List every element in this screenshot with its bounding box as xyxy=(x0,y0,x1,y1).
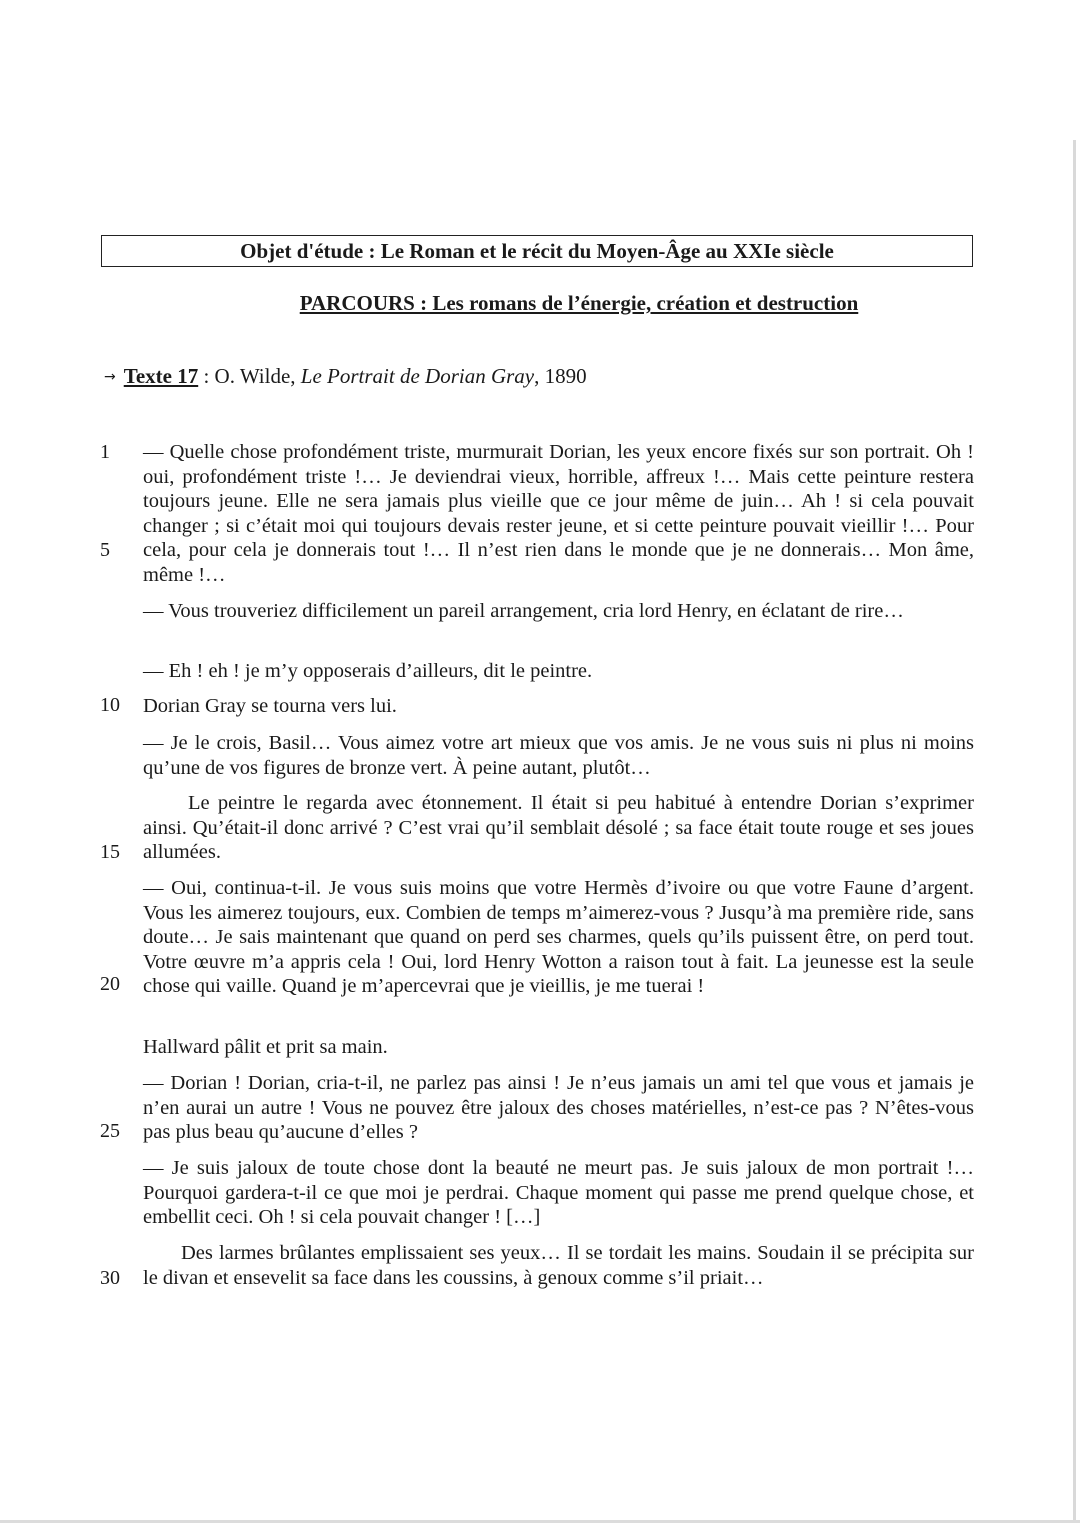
page-edge-right xyxy=(1073,140,1076,1520)
paragraph: — Je le crois, Basil… Vous aimez votre art mieux que vos amis. Je ne vous suis ni plus ni moins qu’une de vos figures de bronze vert. À peine autant, plutôt… xyxy=(143,732,974,779)
objet-etude-title: Objet d'étude : Le Roman et le récit du Moyen-Âge au XXIe siècle xyxy=(240,238,834,263)
paragraph: — Vous trouveriez difficilement un pareil arrangement, cria lord Henry, en éclatant de rire… xyxy=(143,600,904,622)
texte-year: , 1890 xyxy=(534,364,587,388)
line-number: 1 xyxy=(100,441,110,463)
paragraph: Dorian Gray se tourna vers lui. xyxy=(143,695,397,717)
page-edge-bottom xyxy=(0,1520,1080,1523)
paragraph: — Oui, continua-t-il. Je vous suis moins que votre Hermès d’ivoire ou que votre Faune d’argent. Vous les aimerez toujours, eux. Combien de temps m’aimerez-vous ? Jusqu’à ma première ride, sans doute… Je sais maintenant que quand on perd ses charmes, quels qu’ils puissent être, on perd tout. Votre œuvre m’a appris cela ! Oui, lord Henry Wotton a raison tout à fait. La jeunesse est la seule chose qui vaille. Quand je m’apercevrai que je vieillis, je me tuerai ! xyxy=(143,877,974,997)
paragraph: Hallward pâlit et prit sa main. xyxy=(143,1036,388,1058)
parcours-title: PARCOURS : Les romans de l’énergie, création et destruction xyxy=(299,291,859,315)
parcours-heading xyxy=(0,291,1080,316)
paragraph: — Je suis jaloux de toute chose dont la beauté ne meurt pas. Je suis jaloux de mon portrait !… Pourquoi gardera-t-il ce que moi je perdrai. Chaque moment qui passe me prend quelque chose, et embellit ceci. Oh ! si cela pouvait changer ! […] xyxy=(143,1157,974,1228)
line-number: 30 xyxy=(100,1267,120,1289)
line-number: 5 xyxy=(100,539,110,561)
line-number: 25 xyxy=(100,1120,120,1142)
paragraph: Des larmes brûlantes emplissaient ses yeux… Il se tordait les mains. Soudain il se précipita sur le divan et ensevelit sa face dans les coussins, à genoux comme s’il priait… xyxy=(143,1242,974,1289)
paragraph: — Eh ! eh ! je m’y opposerais d’ailleurs, dit le peintre. xyxy=(143,660,593,682)
texte-reference xyxy=(104,364,587,389)
paragraph: — Quelle chose profondément triste, murmurait Dorian, les yeux encore fixés sur son portrait. Oh ! oui, profondément triste !… Je deviendrai vieux, horrible, affreux !… Mais cette peinture restera toujours jeune. Elle ne sera jamais plus vieille que ce jour même de juin… Ah ! si cela pouvait changer ; si c’était moi qui toujours devais rester jeune, et si cette peinture pouvait vieillir !… Pour cela, pour cela je donnerais tout !… Il n’est rien dans le monde que je ne donnerais… Mon âme, même !… xyxy=(143,441,974,586)
arrow-icon: → xyxy=(104,369,116,385)
objet-etude-box xyxy=(101,235,973,267)
texte-label: Texte 17 xyxy=(123,364,199,388)
line-number: 15 xyxy=(100,841,120,863)
line-number: 10 xyxy=(100,694,120,716)
texte-author: : O. Wilde, xyxy=(198,364,301,388)
texte-work-title: Le Portrait de Dorian Gray xyxy=(300,364,535,388)
paragraph: — Dorian ! Dorian, cria-t-il, ne parlez pas ainsi ! Je n’eus jamais un ami tel que vous et jamais je n’en aurai un autre ! Vous ne pouvez être jaloux des choses matérielles, n’est-ce pas ? N’êtes-vous pas plus beau qu’aucune d’elles ? xyxy=(143,1072,974,1143)
paragraph: Le peintre le regarda avec étonnement. Il était si peu habitué à entendre Dorian s’exprimer ainsi. Qu’était-il donc arrivé ? C’est vrai qu’il semblait désolé ; sa face était toute rouge et ses joues allumées. xyxy=(143,792,974,863)
line-number: 20 xyxy=(100,973,120,995)
